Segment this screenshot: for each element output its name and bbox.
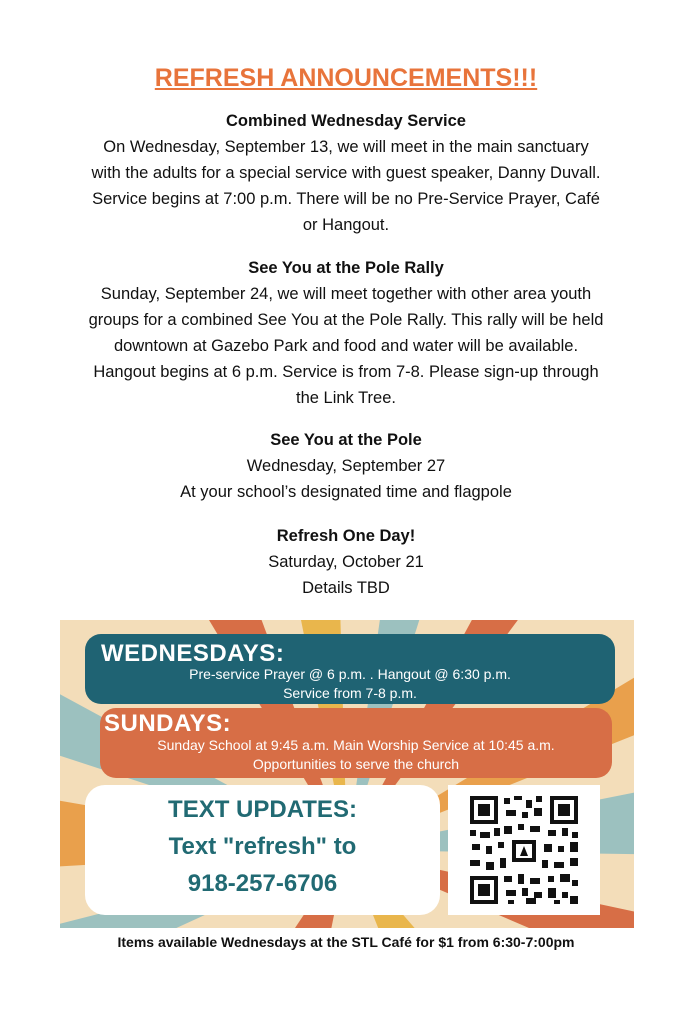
section-line: Service begins at 7:00 p.m. There will be no Pre-Service Prayer, Café: [92, 190, 600, 208]
section-heading: See You at the Pole: [270, 431, 422, 449]
sundays-line: Opportunities to serve the church: [252, 756, 460, 772]
wednesdays-line: Service from 7-8 p.m.: [283, 685, 417, 701]
section-line: downtown at Gazebo Park and food and water will be available.: [113, 337, 579, 355]
section-line: Saturday, October 21: [268, 553, 424, 571]
text-updates-line: Text "refresh" to: [168, 833, 357, 860]
section-line: Wednesday, September 27: [246, 457, 446, 475]
section-heading: Combined Wednesday Service: [226, 112, 466, 130]
section-line: the Link Tree.: [296, 389, 396, 407]
text-updates-heading: TEXT UPDATES:: [168, 796, 357, 823]
sundays-line: Sunday School at 9:45 a.m. Main Worship Service at 10:45 a.m.: [157, 737, 555, 753]
section-line: Details TBD: [302, 579, 390, 597]
text-updates-box: [85, 785, 440, 915]
announcement-pole-rally: [40, 255, 652, 411]
text-updates-phone: 918-257-6706: [187, 870, 338, 897]
section-heading: See You at the Pole Rally: [248, 259, 444, 277]
wednesdays-heading: WEDNESDAYS:: [101, 640, 285, 667]
qr-code-icon[interactable]: [448, 785, 600, 915]
announcement-refresh-one-day: [40, 523, 652, 601]
footer-note: Items available Wednesdays at the STL Café for $1 from 6:30-7:00pm: [117, 934, 575, 950]
wednesdays-panel: [85, 634, 615, 704]
sundays-heading: SUNDAYS:: [104, 710, 232, 737]
section-line: Hangout begins at 6 p.m. Service is from 7-8. Please sign-up through: [93, 363, 599, 381]
section-heading: Refresh One Day!: [276, 527, 416, 545]
qr-code-box[interactable]: [448, 785, 600, 915]
section-line: or Hangout.: [302, 216, 390, 234]
schedule-banner: [60, 620, 634, 928]
page-title: REFRESH ANNOUNCEMENTS!!!: [154, 64, 538, 92]
announcement-combined-wednesday: [40, 108, 652, 238]
section-line: Sunday, September 24, we will meet together with other area youth: [100, 285, 592, 303]
announcement-see-you-at-pole: [40, 427, 652, 505]
sundays-panel: [100, 708, 612, 778]
section-line: On Wednesday, September 13, we will meet in the main sanctuary: [103, 138, 589, 156]
wednesdays-line: Pre-service Prayer @ 6 p.m. . Hangout @ 6:30 p.m.: [189, 666, 511, 682]
section-line: groups for a combined See You at the Pole Rally. This rally will be held: [88, 311, 604, 329]
section-line: with the adults for a special service with guest speaker, Danny Duvall.: [91, 164, 601, 182]
section-line: At your school’s designated time and flagpole: [180, 483, 512, 501]
